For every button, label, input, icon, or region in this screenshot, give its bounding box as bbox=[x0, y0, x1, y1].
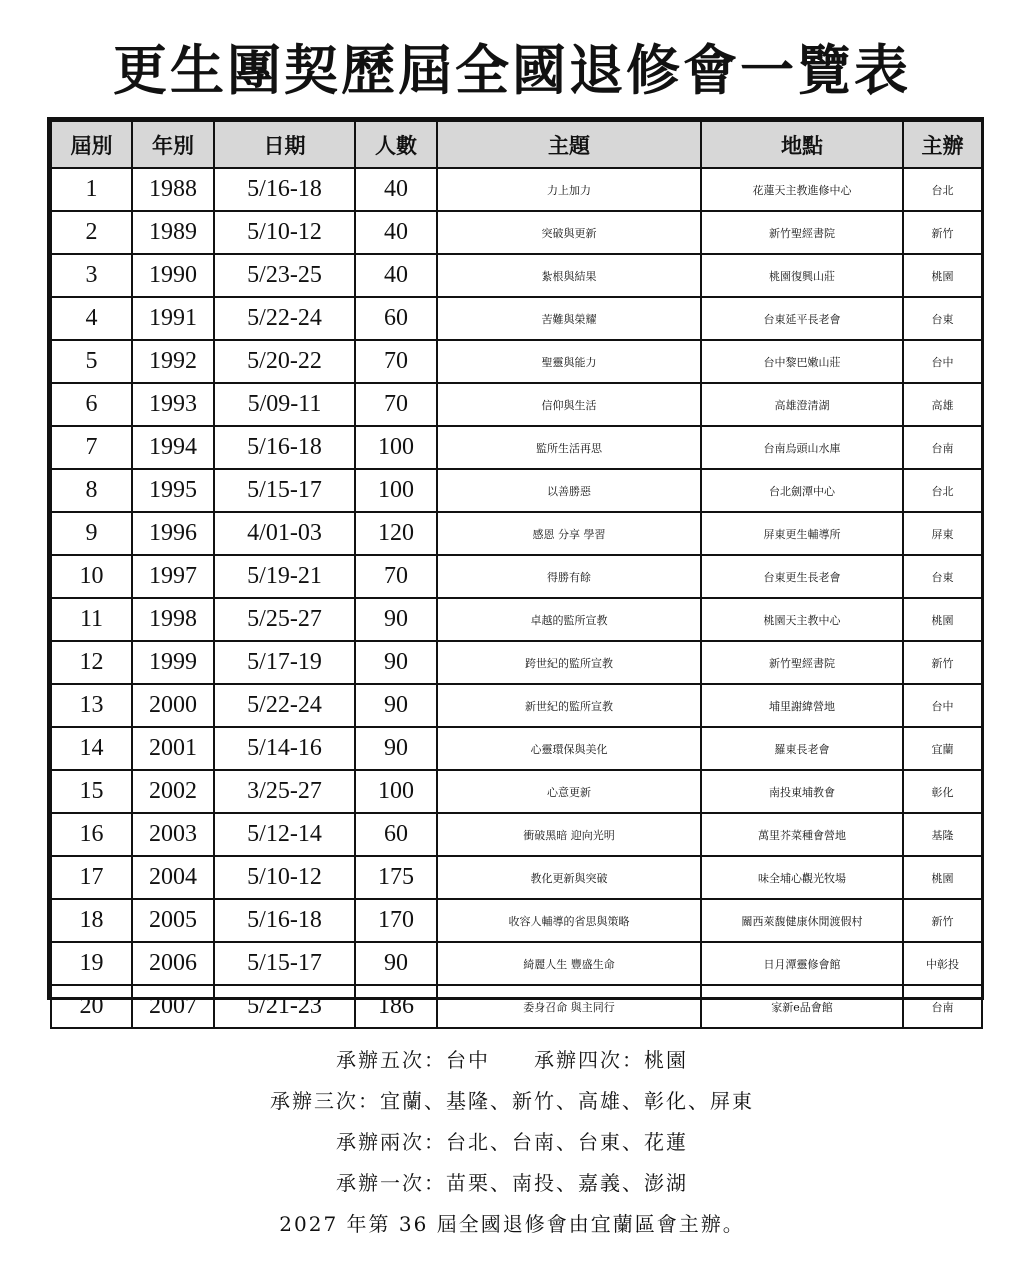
location-cell: 日月潭靈修會館 bbox=[701, 942, 903, 985]
year-cell: 1993 bbox=[132, 383, 214, 426]
attendance-cell: 175 bbox=[355, 856, 437, 899]
session-cell: 16 bbox=[51, 813, 132, 856]
attendance-cell: 120 bbox=[355, 512, 437, 555]
table-body bbox=[51, 168, 982, 1028]
date-cell: 5/23-25 bbox=[214, 254, 355, 297]
theme-cell: 綺麗人生 豐盛生命 bbox=[437, 942, 701, 985]
location-cell: 台北劍潭中心 bbox=[701, 469, 903, 512]
year-cell: 1991 bbox=[132, 297, 214, 340]
table-row bbox=[51, 942, 982, 985]
session-cell: 9 bbox=[51, 512, 132, 555]
host-cell: 桃園 bbox=[903, 856, 982, 899]
summary-next-host: 2027 年第 36 屆全國退修會由宜蘭區會主辦。 bbox=[279, 1212, 745, 1236]
date-cell: 5/17-19 bbox=[214, 641, 355, 684]
host-cell: 台中 bbox=[903, 340, 982, 383]
date-cell: 5/15-17 bbox=[214, 942, 355, 985]
year-cell: 1996 bbox=[132, 512, 214, 555]
table-row bbox=[51, 469, 982, 512]
host-cell: 桃園 bbox=[903, 598, 982, 641]
table-row bbox=[51, 426, 982, 469]
summary-four-times: 承辦四次：桃園 bbox=[534, 1048, 688, 1072]
theme-cell: 紮根與結果 bbox=[437, 254, 701, 297]
page-title: 更生團契歷屆全國退修會一覽表 bbox=[113, 38, 911, 102]
summary-two-times: 承辦兩次：台北、台南、台東、花蓮 bbox=[336, 1130, 688, 1154]
date-cell: 5/16-18 bbox=[214, 899, 355, 942]
attendance-cell: 90 bbox=[355, 684, 437, 727]
summary-line-1 bbox=[0, 1040, 1024, 1081]
host-cell: 台北 bbox=[903, 168, 982, 211]
year-cell: 1995 bbox=[132, 469, 214, 512]
session-cell: 15 bbox=[51, 770, 132, 813]
theme-cell: 突破與更新 bbox=[437, 211, 701, 254]
date-cell: 5/15-17 bbox=[214, 469, 355, 512]
year-cell: 1997 bbox=[132, 555, 214, 598]
year-cell: 2003 bbox=[132, 813, 214, 856]
location-cell: 新竹聖經書院 bbox=[701, 641, 903, 684]
attendance-cell: 40 bbox=[355, 211, 437, 254]
session-cell: 14 bbox=[51, 727, 132, 770]
host-cell: 台南 bbox=[903, 426, 982, 469]
host-cell: 台南 bbox=[903, 985, 982, 1028]
host-cell: 新竹 bbox=[903, 211, 982, 254]
table-row bbox=[51, 684, 982, 727]
year-cell: 2004 bbox=[132, 856, 214, 899]
attendance-cell: 70 bbox=[355, 383, 437, 426]
theme-cell: 卓越的監所宣教 bbox=[437, 598, 701, 641]
year-cell: 1992 bbox=[132, 340, 214, 383]
location-cell: 家新e品會館 bbox=[701, 985, 903, 1028]
host-cell: 彰化 bbox=[903, 770, 982, 813]
date-cell: 4/01-03 bbox=[214, 512, 355, 555]
table-row bbox=[51, 598, 982, 641]
year-cell: 2006 bbox=[132, 942, 214, 985]
table-row bbox=[51, 383, 982, 426]
session-cell: 11 bbox=[51, 598, 132, 641]
location-cell: 新竹聖經書院 bbox=[701, 211, 903, 254]
session-cell: 12 bbox=[51, 641, 132, 684]
session-cell: 1 bbox=[51, 168, 132, 211]
date-cell: 5/10-12 bbox=[214, 211, 355, 254]
attendance-cell: 90 bbox=[355, 641, 437, 684]
location-cell: 南投東埔教會 bbox=[701, 770, 903, 813]
host-cell: 台北 bbox=[903, 469, 982, 512]
date-cell: 5/22-24 bbox=[214, 684, 355, 727]
session-cell: 7 bbox=[51, 426, 132, 469]
location-cell: 埔里謝緯營地 bbox=[701, 684, 903, 727]
host-cell: 基隆 bbox=[903, 813, 982, 856]
year-cell: 1990 bbox=[132, 254, 214, 297]
session-cell: 10 bbox=[51, 555, 132, 598]
location-cell: 高雄澄清湖 bbox=[701, 383, 903, 426]
host-cell: 台東 bbox=[903, 297, 982, 340]
header-host: 主辦 bbox=[903, 121, 982, 168]
summary-three-times: 承辦三次：宜蘭、基隆、新竹、高雄、彰化、屏東 bbox=[270, 1089, 754, 1113]
theme-cell: 教化更新與突破 bbox=[437, 856, 701, 899]
theme-cell: 感恩 分享 學習 bbox=[437, 512, 701, 555]
table-row bbox=[51, 168, 982, 211]
session-cell: 3 bbox=[51, 254, 132, 297]
theme-cell: 收容人輔導的省思與策略 bbox=[437, 899, 701, 942]
year-cell: 2000 bbox=[132, 684, 214, 727]
attendance-cell: 100 bbox=[355, 469, 437, 512]
session-cell: 19 bbox=[51, 942, 132, 985]
table-header-row bbox=[51, 121, 982, 168]
table-row bbox=[51, 985, 982, 1028]
theme-cell: 聖靈與能力 bbox=[437, 340, 701, 383]
table-row bbox=[51, 813, 982, 856]
table-row bbox=[51, 211, 982, 254]
conference-table bbox=[47, 117, 984, 1019]
host-cell: 新竹 bbox=[903, 641, 982, 684]
session-cell: 13 bbox=[51, 684, 132, 727]
theme-cell: 新世紀的監所宣教 bbox=[437, 684, 701, 727]
summary-five-times: 承辦五次：台中 bbox=[336, 1048, 490, 1072]
host-cell: 屏東 bbox=[903, 512, 982, 555]
attendance-cell: 170 bbox=[355, 899, 437, 942]
date-cell: 5/20-22 bbox=[214, 340, 355, 383]
host-cell: 桃園 bbox=[903, 254, 982, 297]
theme-cell: 監所生活再思 bbox=[437, 426, 701, 469]
attendance-cell: 40 bbox=[355, 254, 437, 297]
host-summary bbox=[0, 1040, 1024, 1245]
header-location: 地點 bbox=[701, 121, 903, 168]
theme-cell: 得勝有餘 bbox=[437, 555, 701, 598]
host-cell: 台中 bbox=[903, 684, 982, 727]
date-cell: 5/19-21 bbox=[214, 555, 355, 598]
table-row bbox=[51, 641, 982, 684]
date-cell: 5/10-12 bbox=[214, 856, 355, 899]
session-cell: 2 bbox=[51, 211, 132, 254]
table-row bbox=[51, 727, 982, 770]
date-cell: 3/25-27 bbox=[214, 770, 355, 813]
attendance-cell: 60 bbox=[355, 813, 437, 856]
year-cell: 1994 bbox=[132, 426, 214, 469]
date-cell: 5/14-16 bbox=[214, 727, 355, 770]
theme-cell: 委身召命 與主同行 bbox=[437, 985, 701, 1028]
date-cell: 5/16-18 bbox=[214, 168, 355, 211]
year-cell: 2005 bbox=[132, 899, 214, 942]
location-cell: 屏東更生輔導所 bbox=[701, 512, 903, 555]
location-cell: 味全埔心觀光牧場 bbox=[701, 856, 903, 899]
location-cell: 台東更生長老會 bbox=[701, 555, 903, 598]
header-attendance: 人數 bbox=[355, 121, 437, 168]
location-cell: 台東延平長老會 bbox=[701, 297, 903, 340]
theme-cell: 以善勝惡 bbox=[437, 469, 701, 512]
year-cell: 2002 bbox=[132, 770, 214, 813]
year-cell: 1989 bbox=[132, 211, 214, 254]
session-cell: 4 bbox=[51, 297, 132, 340]
location-cell: 桃園復興山莊 bbox=[701, 254, 903, 297]
location-cell: 萬里芥菜種會營地 bbox=[701, 813, 903, 856]
host-cell: 中彰投 bbox=[903, 942, 982, 985]
location-cell: 台南烏頭山水庫 bbox=[701, 426, 903, 469]
location-cell: 羅東長老會 bbox=[701, 727, 903, 770]
theme-cell: 心意更新 bbox=[437, 770, 701, 813]
location-cell: 台中黎巴嫩山莊 bbox=[701, 340, 903, 383]
attendance-cell: 90 bbox=[355, 942, 437, 985]
session-cell: 5 bbox=[51, 340, 132, 383]
host-cell: 高雄 bbox=[903, 383, 982, 426]
year-cell: 2001 bbox=[132, 727, 214, 770]
table-row bbox=[51, 297, 982, 340]
theme-cell: 心靈環保與美化 bbox=[437, 727, 701, 770]
theme-cell: 衝破黑暗 迎向光明 bbox=[437, 813, 701, 856]
summary-one-time: 承辦一次：苗栗、南投、嘉義、澎湖 bbox=[336, 1171, 688, 1195]
attendance-cell: 70 bbox=[355, 340, 437, 383]
host-cell: 宜蘭 bbox=[903, 727, 982, 770]
session-cell: 17 bbox=[51, 856, 132, 899]
attendance-cell: 40 bbox=[355, 168, 437, 211]
host-cell: 新竹 bbox=[903, 899, 982, 942]
date-cell: 5/09-11 bbox=[214, 383, 355, 426]
theme-cell: 信仰與生活 bbox=[437, 383, 701, 426]
theme-cell: 苦難與榮耀 bbox=[437, 297, 701, 340]
year-cell: 1999 bbox=[132, 641, 214, 684]
table-row bbox=[51, 254, 982, 297]
header-theme: 主題 bbox=[437, 121, 701, 168]
session-cell: 18 bbox=[51, 899, 132, 942]
year-cell: 1988 bbox=[132, 168, 214, 211]
location-cell: 花蓮天主教進修中心 bbox=[701, 168, 903, 211]
attendance-cell: 90 bbox=[355, 598, 437, 641]
attendance-cell: 60 bbox=[355, 297, 437, 340]
conference-table-grid bbox=[50, 120, 983, 1029]
table-row bbox=[51, 340, 982, 383]
year-cell: 1998 bbox=[132, 598, 214, 641]
header-date: 日期 bbox=[214, 121, 355, 168]
attendance-cell: 186 bbox=[355, 985, 437, 1028]
location-cell: 桃園天主教中心 bbox=[701, 598, 903, 641]
date-cell: 5/25-27 bbox=[214, 598, 355, 641]
location-cell: 關西萊馥健康休閒渡假村 bbox=[701, 899, 903, 942]
date-cell: 5/16-18 bbox=[214, 426, 355, 469]
table-row bbox=[51, 512, 982, 555]
table-row bbox=[51, 899, 982, 942]
table-row bbox=[51, 856, 982, 899]
host-cell: 台東 bbox=[903, 555, 982, 598]
table-row bbox=[51, 770, 982, 813]
attendance-cell: 70 bbox=[355, 555, 437, 598]
header-session: 屆別 bbox=[51, 121, 132, 168]
header-year: 年別 bbox=[132, 121, 214, 168]
date-cell: 5/21-23 bbox=[214, 985, 355, 1028]
attendance-cell: 100 bbox=[355, 770, 437, 813]
date-cell: 5/22-24 bbox=[214, 297, 355, 340]
session-cell: 20 bbox=[51, 985, 132, 1028]
attendance-cell: 100 bbox=[355, 426, 437, 469]
theme-cell: 跨世紀的監所宣教 bbox=[437, 641, 701, 684]
session-cell: 8 bbox=[51, 469, 132, 512]
date-cell: 5/12-14 bbox=[214, 813, 355, 856]
theme-cell: 力上加力 bbox=[437, 168, 701, 211]
year-cell: 2007 bbox=[132, 985, 214, 1028]
session-cell: 6 bbox=[51, 383, 132, 426]
table-row bbox=[51, 555, 982, 598]
attendance-cell: 90 bbox=[355, 727, 437, 770]
